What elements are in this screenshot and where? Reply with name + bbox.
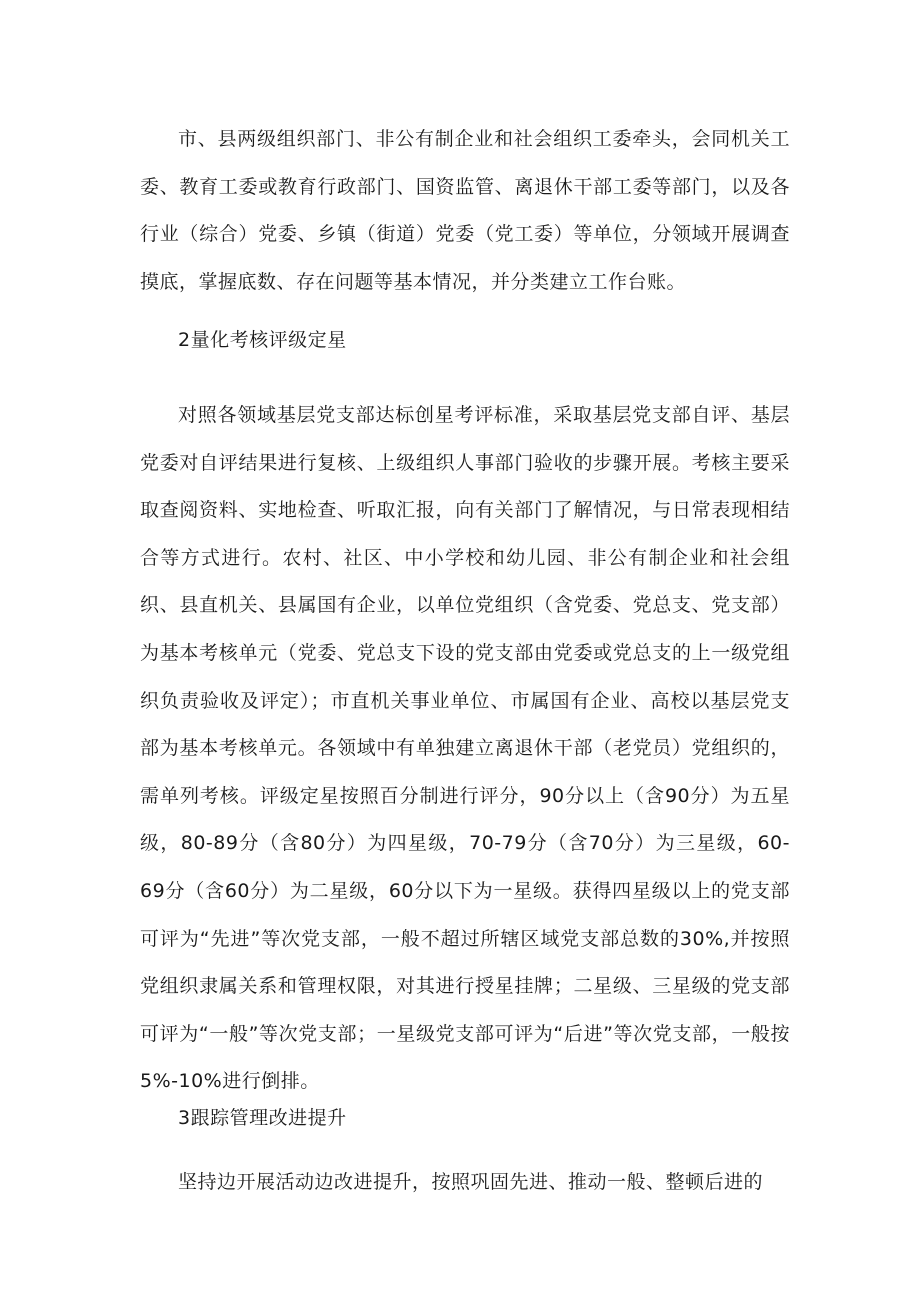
section-heading-2: 2量化考核评级定星 (178, 329, 347, 351)
paragraph-investigation: 市、县两级组织部门、非公有制企业和社会组织工委牵头，会同机关工委、教育工委或教育行政部门、国资监管、离退休干部工委等部门，以及各行业（综合）党委、乡镇（街道）党委（党工委）等单位，分领域开展调查摸底，掌握底数、存在问题等基本情况，并分类建立工作台账。 (140, 128, 790, 293)
paragraph-improvement: 坚持边开展活动边改进提升，按照巩固先进、推动一般、整顿后进的 (178, 1171, 764, 1193)
paragraph-assessment: 对照各领域基层党支部达标创星考评标准，采取基层党支部自评、基层党委对自评结果进行复核、上级组织人事部门验收的步骤开展。考核主要采取查阅资料、实地检查、听取汇报，向有关部门了解情况，与日常表现相结合等方式进行。农村、社区、中小学校和幼儿园、非公有制企业和社会组织、县直机关、县属国有企业，以单位党组织（含党委、党总支、党支部）为基本考核单元（党委、党总支下设的党支部由党委或党总支的上一级党组织负责验收及评定）；市直机关事业单位、市属国有企业、高校以基层党支部为基本考核单元。各领域中有单独建立离退休干部（老党员）党组织的，需单列考核。评级定星按照百分制进行评分，90分以上（含90分）为五星级，80-89分（含80分）为四星级，70-79分（含70分）为三星级，60-69分（含60分）为二星级，60分以下为一星级。获得四星级以上的党支部可评为“先进”等次党支部，一般不超过所辖区域党支部总数的30%,并按照党组织隶属关系和管理权限，对其进行授星挂牌；二星级、三星级的党支部可评为“一般”等次党支部；一星级党支部可评为“后进”等次党支部，一般按5%-10%进行倒排。 (140, 404, 790, 1093)
section-heading-3: 3跟踪管理改进提升 (178, 1107, 347, 1129)
